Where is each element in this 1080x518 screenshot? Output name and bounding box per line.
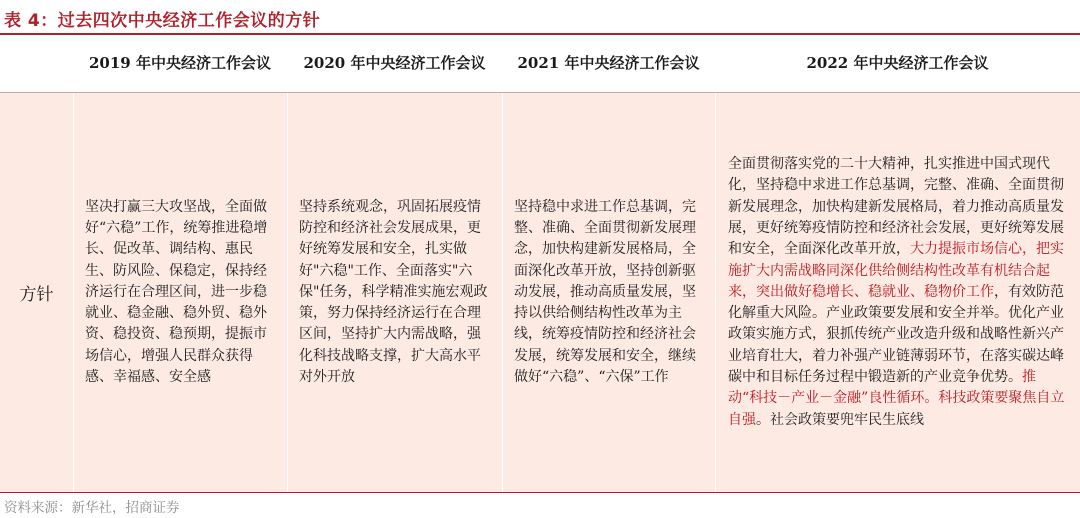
- source-note: 资料来源：新华社，招商证券: [4, 500, 180, 516]
- cell-text-segment: 。社会政策要兜牢民生底线: [756, 411, 924, 428]
- cell-2020: [287, 93, 502, 492]
- cell-text: 坚持系统观念，巩固拓展疫情防控和经济社会发展成果，更好统筹发展和安全，扎实做好"六稳"工作、全面落实"六保"任务，科学精准实施宏观政策，努力保持经济运行在合理区间，坚持扩大内需战略，强化科技战略支撑，扩大高水平对外开放: [299, 198, 488, 386]
- policy-table: [0, 35, 1080, 492]
- cell-2019: [73, 93, 287, 492]
- header-2021: 2021 年中央经济工作会议: [517, 54, 700, 72]
- table-title: 表 4：过去四次中央经济工作会议的方针: [4, 11, 321, 31]
- header-2020: 2020 年中央经济工作会议: [303, 54, 486, 72]
- cell-text: [728, 154, 1070, 431]
- header-2022: 2022 年中央经济工作会议: [806, 54, 989, 72]
- row-label: 方针: [19, 285, 54, 305]
- highlighted-text: 推动“科技－产业－金融”良性循环。科技政策要聚焦自立自强: [728, 369, 1065, 428]
- cell-text-segment: ，有效防范化解重大风险。产业政策要发展和安全并举。优化产业政策实施方式，狠抓传统产业改造升级和战略性新兴产业培育壮大，着力补强产业链薄弱环节，在落实碳达峰碳中和目标任务过程中锻造新的产业竞争优势。: [728, 283, 1064, 386]
- cell-2022: [715, 93, 1080, 492]
- highlighted-text: 大力提振市场信心，把实施扩大内需战略同深化供给侧结构性改革有机结合起来，突出做好稳增长、稳就业、稳物价工作: [728, 241, 1064, 300]
- cell-text: 坚持稳中求进工作总基调，完整、准确、全面贯彻新发展理念，加快构建新发展格局，全面深化改革开放，坚持创新驱动发展，推动高质量发展，坚持以供给侧结构性改革为主线，统筹疫情防控和经济社会发展，统筹发展和安全，继续做好“六稳”、“六保”工作: [514, 198, 696, 386]
- cell-2021: [502, 93, 715, 492]
- header-2019: 2019 年中央经济工作会议: [89, 54, 271, 72]
- cell-text-segment: 全面贯彻落实党的二十大精神，扎实推进中国式现代化，坚持稳中求进工作总基调，完整、准确、全面贯彻新发展理念，加快构建新发展格局，着力推动高质量发展，更好统筹疫情防控和经济社会发展，更好统筹发展和安全，全面深化改革开放，: [728, 156, 1064, 258]
- cell-text: 坚决打赢三大攻坚战，全面做好“六稳”工作，统筹推进稳增长、促改革、调结构、惠民生、防风险、保稳定，保持经济运行在合理区间，进一步稳就业、稳金融、稳外贸、稳外资、稳投资、稳预期，提振市场信心，增强人民群众获得感、幸福感、安全感: [85, 198, 268, 386]
- bottom-rule: [0, 492, 1080, 493]
